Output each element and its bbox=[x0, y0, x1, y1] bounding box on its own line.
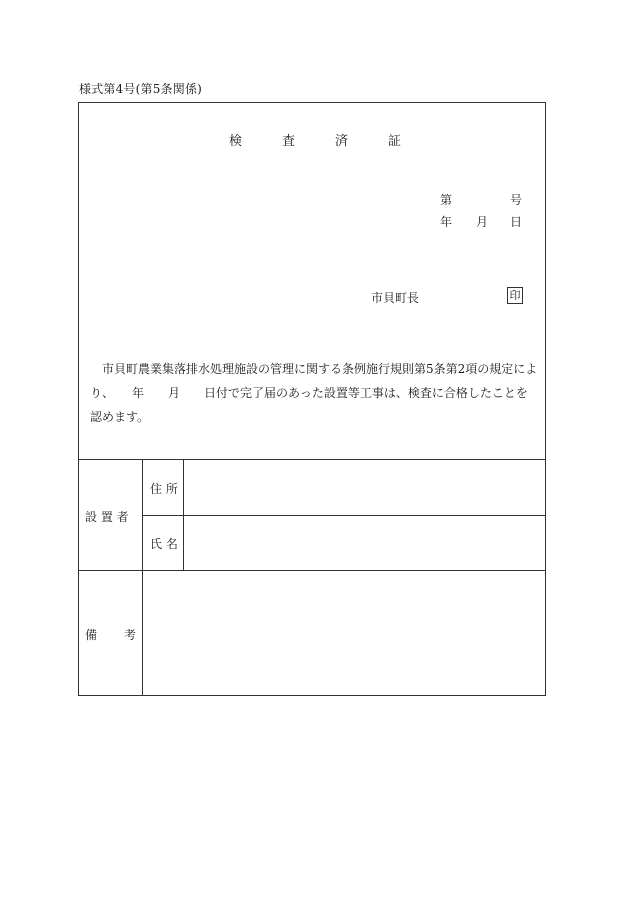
remarks-top-rule bbox=[78, 570, 546, 571]
title-char: 査 bbox=[281, 134, 295, 149]
row-divider bbox=[142, 515, 546, 516]
installer-label: 設 置 者 bbox=[85, 510, 129, 524]
label-column-rule bbox=[142, 459, 143, 695]
date-month: 月 bbox=[476, 215, 489, 229]
certificate-title bbox=[0, 130, 630, 149]
title-char: 済 bbox=[335, 134, 349, 149]
issuer-name: 市貝町長 bbox=[371, 291, 420, 305]
name-label: 氏 名 bbox=[150, 537, 178, 551]
remarks-label-second: 考 bbox=[124, 628, 137, 642]
title-char: 検 bbox=[228, 134, 242, 149]
address-label: 住 所 bbox=[150, 482, 178, 496]
seal-mark: 印 bbox=[507, 287, 523, 304]
body-line-1: 市貝町農業集落排水処理施設の管理に関する条例施行規則第5条第2項の規定によ bbox=[102, 362, 538, 376]
table-top-rule bbox=[78, 459, 546, 460]
date-year: 年 bbox=[440, 215, 453, 229]
remarks-label-first: 備 bbox=[85, 628, 98, 642]
certificate-body bbox=[90, 357, 536, 429]
date-day: 日 bbox=[510, 215, 523, 229]
body-line-2: り、 年 月 日付で完了届のあった設置等工事は、検査に合格したことを bbox=[90, 386, 528, 400]
number-prefix: 第 bbox=[440, 193, 453, 207]
number-suffix: 号 bbox=[510, 193, 523, 207]
title-char: 証 bbox=[388, 134, 402, 149]
body-line-3: 認めます。 bbox=[90, 410, 150, 424]
form-number-label: 様式第4号(第5条関係) bbox=[79, 82, 203, 96]
sublabel-column-rule bbox=[183, 459, 184, 570]
